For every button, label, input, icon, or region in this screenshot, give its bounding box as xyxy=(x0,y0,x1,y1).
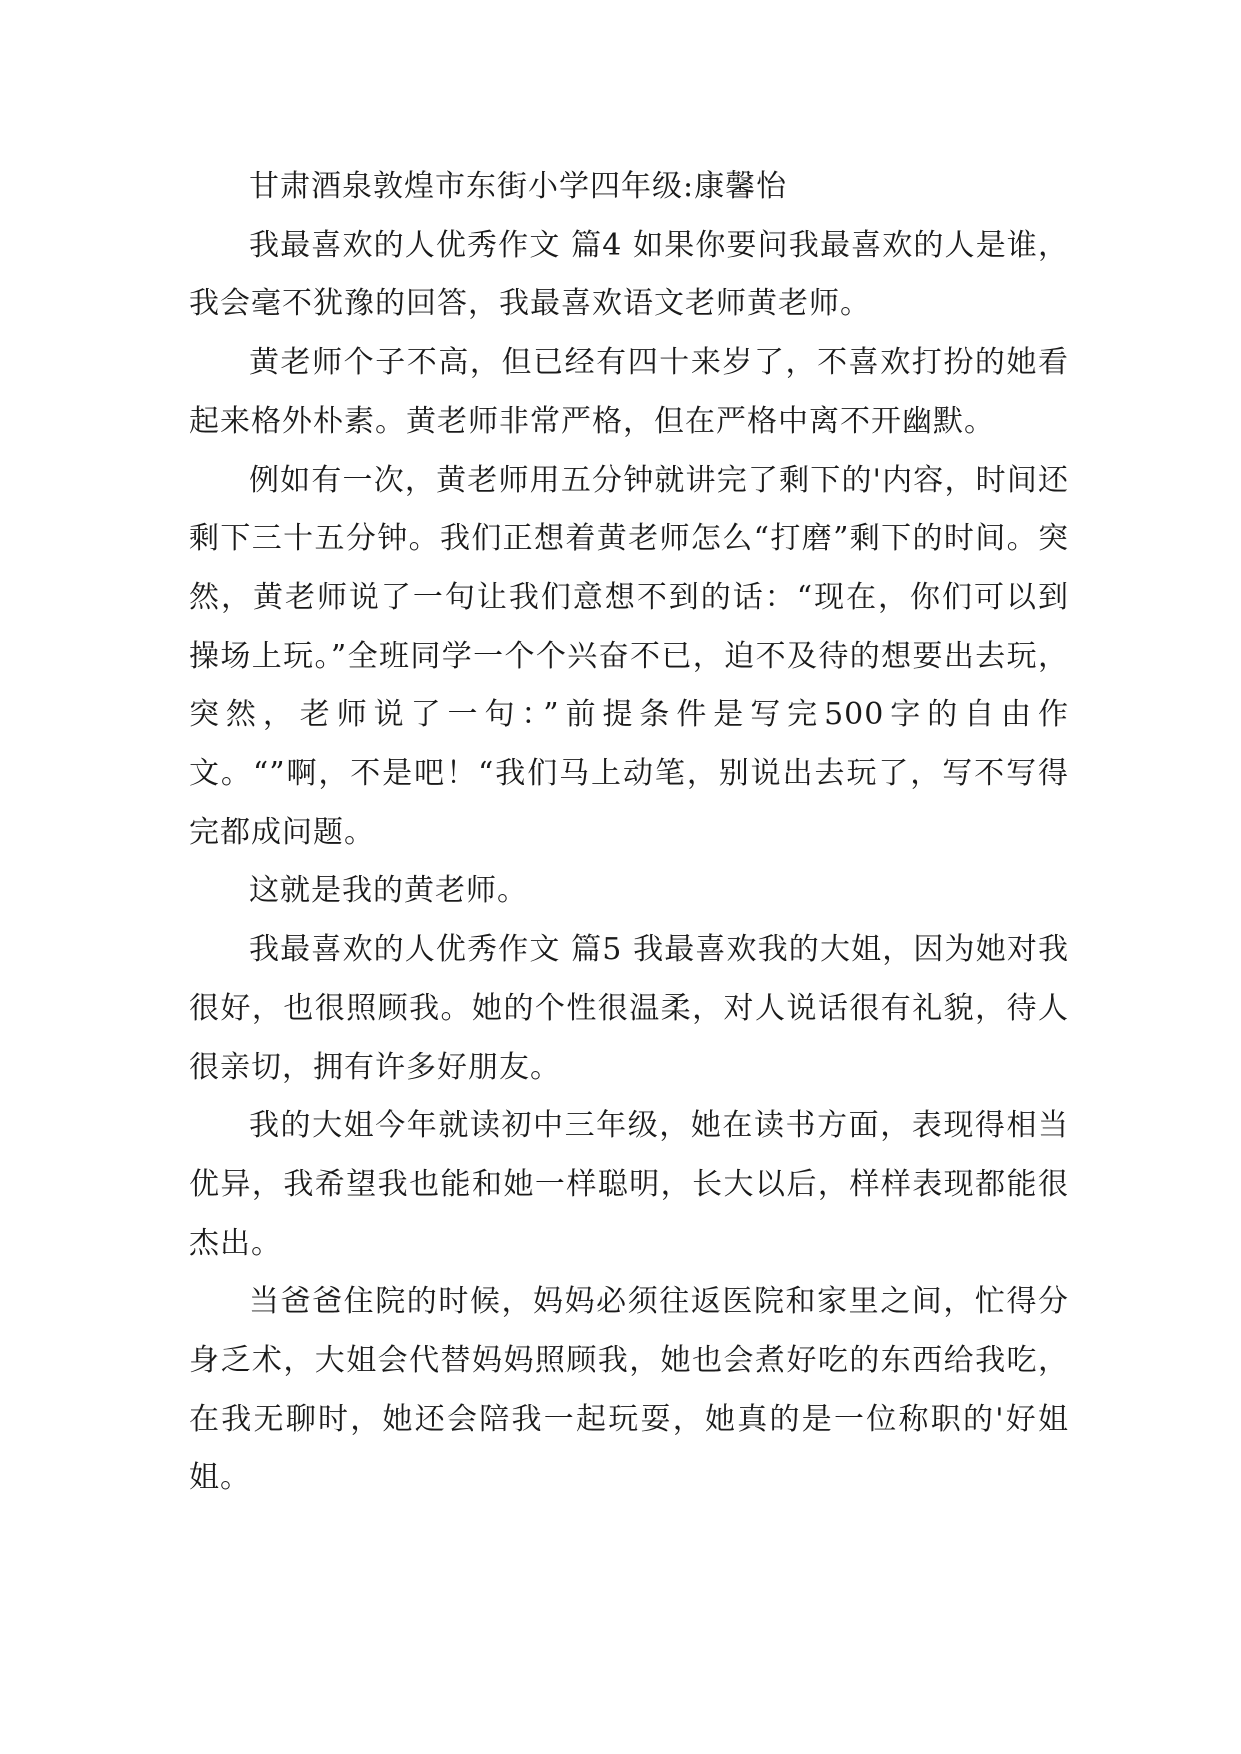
conclusion-paragraph: 这就是我的黄老师。 xyxy=(249,873,528,909)
document-page xyxy=(189,158,1069,1508)
example-story-paragraph: 例如有一次，黄老师用五分钟就讲完了剩下的'内容，时间还剩下三十五分钟。我们正想着黄老师怎么“打磨”剩下的时间。突然，黄老师说了一句让我们意想不到的话：“现在，你们可以到操场上玩。”全班同学一个个兴奋不已，迫不及待的想要出去玩，突然，老师说了一句：”前提条件是写完500字的自由作文。“”啊，不是吧！“我们马上动笔，别说出去玩了，写不写得完都成问题。 xyxy=(189,462,1069,850)
essay-4-intro-paragraph: 我最喜欢的人优秀作文 篇4 如果你要问我最喜欢的人是谁，我会毫不犹豫的回答，我最喜欢语文老师黄老师。 xyxy=(189,227,1069,322)
sister-study-paragraph: 我的大姐今年就读初中三年级，她在读书方面，表现得相当优异，我希望我也能和她一样聪明，长大以后，样样表现都能很杰出。 xyxy=(189,1108,1069,1261)
author-line: 甘肃酒泉敦煌市东街小学四年级:康馨怡 xyxy=(249,169,788,204)
sister-care-paragraph: 当爸爸住院的时候，妈妈必须往返医院和家里之间，忙得分身乏术，大姐会代替妈妈照顾我，她也会煮好吃的东西给我吃，在我无聊时，她还会陪我一起玩耍，她真的是一位称职的'好姐姐。 xyxy=(189,1284,1069,1496)
essay-5-intro-paragraph: 我最喜欢的人优秀作文 篇5 我最喜欢我的大姐，因为她对我很好，也很照顾我。她的个性很温柔，对人说话很有礼貌，待人很亲切，拥有许多好朋友。 xyxy=(189,932,1069,1085)
teacher-description-paragraph: 黄老师个子不高，但已经有四十来岁了，不喜欢打扮的她看起来格外朴素。黄老师非常严格，但在严格中离不开幽默。 xyxy=(189,345,1069,439)
